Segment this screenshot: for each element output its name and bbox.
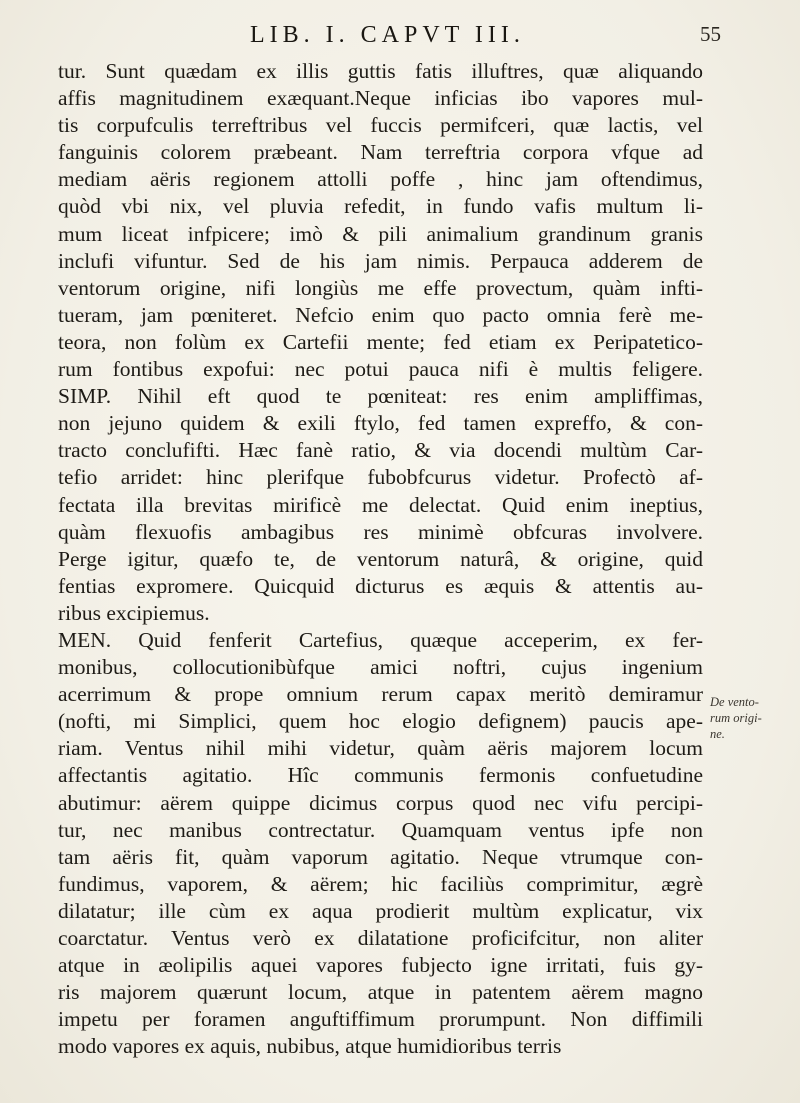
text-line: tur, nec manibus contrectatur. Quamquam ventus ipfe non bbox=[58, 817, 703, 842]
text-line: impetu per foramen anguftiffimum prorumpunt. Non diffimili bbox=[58, 1007, 703, 1032]
text-line: quàm flexuofis ambagibus res minimè obfcuras involvere. bbox=[58, 519, 703, 544]
text-line: fanguinis colorem præbeant. Nam terreftria corpora vfque ad bbox=[58, 140, 703, 165]
text-line: MEN. Quid fenferit Cartefius, quæque acceperim, ex fer- bbox=[58, 627, 703, 652]
text-line: affectantis agitatio. Hîc communis fermonis confuetudine bbox=[58, 763, 703, 788]
text-line: tur. Sunt quædam ex illis guttis fatis illuftres, quæ aliquando bbox=[58, 59, 703, 83]
text-line: ris majorem quærunt locum, atque in patentem aërem magno bbox=[58, 980, 703, 1005]
text-line: quòd vbi nix, vel pluvia refedit, in fundo vafis multum li- bbox=[58, 194, 703, 219]
text-line: atque in æolipilis aquei vapores fubjecto igne irritati, fuis gy- bbox=[58, 953, 703, 978]
text-line: mum liceat infpicere; imò & pili animalium grandinum granis bbox=[58, 221, 703, 246]
marginal-note-line: rum origi- bbox=[710, 711, 762, 725]
text-line: tam aëris fit, quàm vaporum agitatio. Neque vtrumque con- bbox=[58, 844, 703, 869]
running-head: LIB. I. CAPVT III. bbox=[250, 22, 525, 48]
page-header bbox=[0, 12, 800, 52]
marginal-note-line: ne. bbox=[710, 727, 725, 741]
body-text bbox=[58, 58, 703, 1060]
text-line: tracto conclufifti. Hæc fanè ratio, & via docendi multùm Car- bbox=[58, 438, 703, 463]
marginal-note bbox=[710, 694, 790, 742]
text-line: fectata illa brevitas mirificè me delectat. Quid enim ineptius, bbox=[58, 492, 703, 517]
text-line: fentias expromere. Quicquid dicturus es æquis & attentis au- bbox=[58, 573, 703, 598]
text-line: affis magnitudinem exæquant.Neque inficias ibo vapores mul- bbox=[58, 86, 703, 111]
text-line: mediam aëris regionem attolli poffe , hinc jam oftendimus, bbox=[58, 167, 703, 192]
text-line: (nofti, mi Simplici, quem hoc elogio defignem) paucis ape- bbox=[58, 709, 703, 734]
text-line: acerrimum & prope omnium rerum capax meritò demiramur bbox=[58, 682, 703, 707]
text-line: monibus, collocutionibùfque amici noftri, cujus ingenium bbox=[58, 655, 703, 680]
text-line: coarctatur. Ventus verò ex dilatatione proficifcitur, non aliter bbox=[58, 926, 703, 950]
text-line: ventorum origine, nifi longiùs me effe provectum, quàm infti- bbox=[58, 275, 703, 300]
text-line: ribus excipiemus. bbox=[58, 600, 210, 625]
text-line: inclufi vifuntur. Sed de his jam nimis. Perpauca adderem de bbox=[58, 248, 703, 273]
text-line: abutimur: aërem quippe dicimus corpus quod nec vifu percipi- bbox=[58, 790, 703, 815]
marginal-note-line: De vento- bbox=[710, 695, 759, 709]
text-line: SIMP. Nihil eft quod te pœniteat: res enim ampliffimas, bbox=[58, 384, 703, 409]
text-line: modo vapores ex aquis, nubibus, atque humidioribus terris bbox=[58, 1034, 562, 1059]
text-line: non jejuno quidem & exili ftylo, fed tamen expreffo, & con- bbox=[58, 411, 703, 436]
text-line: tueram, jam pœniteret. Nefcio enim quo pacto omnia ferè me- bbox=[58, 302, 703, 327]
text-line: tefio arridet: hinc plerifque fubobfcurus videtur. Profectò af- bbox=[58, 465, 703, 490]
text-line: dilatatur; ille cùm ex aqua prodierit multùm explicatur, vix bbox=[58, 898, 703, 923]
text-line: Perge igitur, quæfo te, de ventorum naturâ, & origine, quid bbox=[58, 546, 703, 571]
text-line: teora, non folùm ex Cartefii mente; fed etiam ex Peripatetico- bbox=[58, 329, 703, 354]
text-line: rum fontibus expofui: nec potui pauca nifi è multis feligere. bbox=[58, 357, 703, 382]
text-line: riam. Ventus nihil mihi videtur, quàm aëris majorem locum bbox=[58, 736, 703, 761]
text-line: fundimus, vaporem, & aërem; hic faciliùs comprimitur, ægrè bbox=[58, 871, 703, 896]
page-number: 55 bbox=[700, 22, 721, 46]
text-line: tis corpufculis terreftribus vel fuccis permifceri, quæ lactis, vel bbox=[58, 113, 703, 138]
